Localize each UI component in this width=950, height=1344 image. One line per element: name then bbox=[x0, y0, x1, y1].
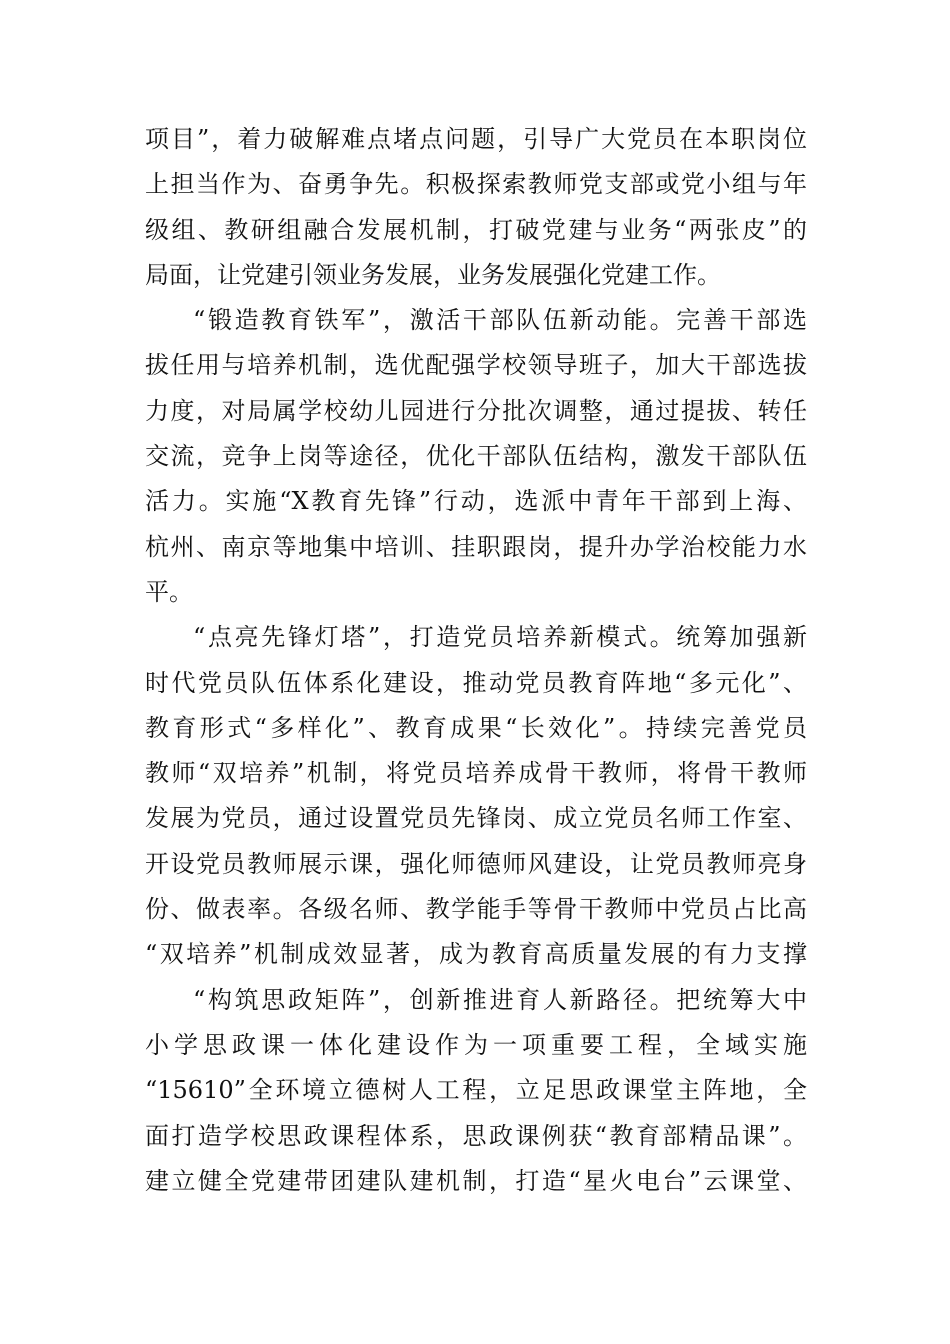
text-line-9: 活力。实施“X教育先锋”行动，选派中青年干部到上海、 bbox=[145, 487, 807, 516]
text-line-2: 上担当作为、奋勇争先。积极探索教师党支部或党小组与年 bbox=[145, 170, 807, 199]
text-line-23: 面打造学校思政课程体系，思政课例获“教育部精品课”。 bbox=[145, 1121, 807, 1150]
text-line-3: 级组、教研组融合发展机制，打破党建与业务“两张皮”的 bbox=[145, 215, 807, 244]
text-line-15: 教师“双培养”机制，将党员培养成骨干教师，将骨干教师 bbox=[145, 759, 807, 788]
text-line-11: 平。 bbox=[145, 577, 193, 606]
text-line-17: 开设党员教师展示课，强化师德师风建设，让党员教师亮身 bbox=[145, 849, 807, 878]
text-line-4: 局面，让党建引领业务发展，业务发展强化党建工作。 bbox=[145, 260, 721, 289]
text-line-14: 教育形式“多样化”、教育成果“长效化”。持续完善党员 bbox=[145, 713, 807, 742]
text-line-7: 力度，对局属学校幼儿园进行分批次调整，通过提拔、转任 bbox=[145, 396, 807, 425]
text-line-19: “双培养”机制成效显著，成为教育高质量发展的有力支撑 bbox=[145, 940, 807, 969]
body-text bbox=[145, 117, 807, 1204]
text-line-1: 项目”，着力破解难点堵点问题，引导广大党员在本职岗位 bbox=[145, 125, 807, 153]
text-line-22: “15610”全环境立德树人工程，立足思政课堂主阵地，全 bbox=[145, 1076, 807, 1105]
text-line-18: 份、做表率。各级名师、教学能手等骨干教师中党员占比高 bbox=[145, 895, 807, 924]
text-line-8: 交流，竞争上岗等途径，优化干部队伍结构，激发干部队伍 bbox=[145, 442, 807, 471]
text-line-6: 拔任用与培养机制，选优配强学校领导班子，加大干部选拔 bbox=[145, 351, 807, 380]
text-line-21: 小学思政课一体化建设作为一项重要工程，全域实施 bbox=[145, 1030, 807, 1059]
paragraph-start-forge-army: “锻造教育铁军”，激活干部队伍新动能。完善干部选 bbox=[193, 306, 807, 335]
paragraph-start-lighthouse: “点亮先锋灯塔”，打造党员培养新模式。统筹加强新 bbox=[193, 623, 807, 652]
text-line-13: 时代党员队伍体系化建设，推动党员教育阵地“多元化”、 bbox=[145, 668, 807, 697]
text-line-16: 发展为党员，通过设置党员先锋岗、成立党员名师工作室、 bbox=[145, 804, 807, 833]
text-line-10: 杭州、南京等地集中培训、挂职跟岗，提升办学治校能力水 bbox=[145, 532, 807, 561]
paragraph-start-ideology-matrix: “构筑思政矩阵”，创新推进育人新路径。把统筹大中 bbox=[193, 985, 807, 1014]
text-line-24: 建立健全党建带团建队建机制，打造“星火电台”云课堂、 bbox=[145, 1166, 807, 1195]
